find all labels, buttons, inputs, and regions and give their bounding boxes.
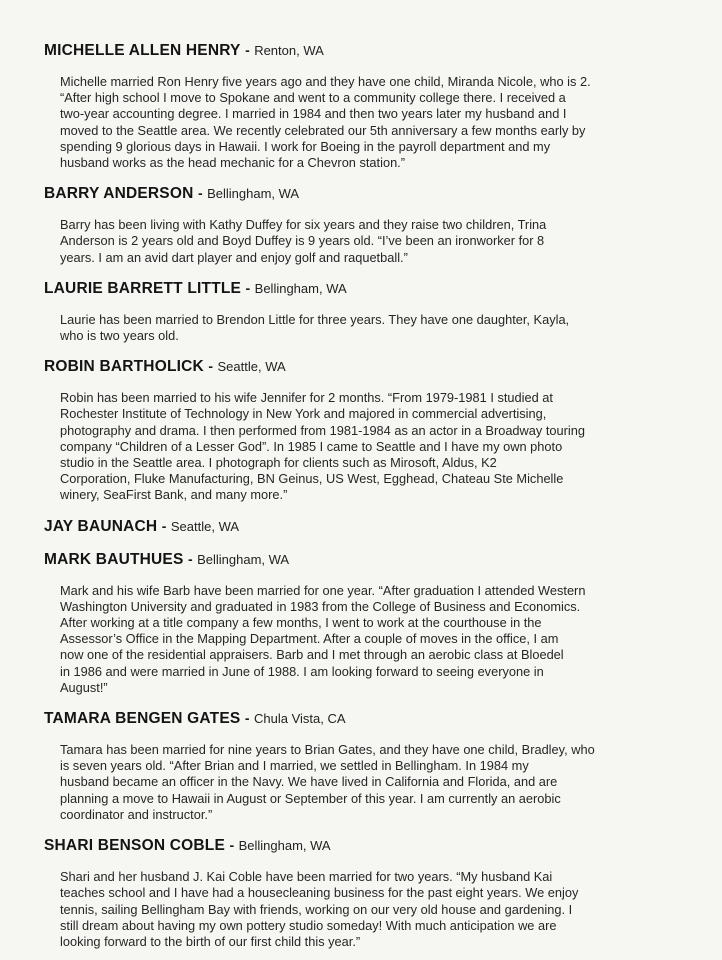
entry-location: Bellingham, WA <box>254 280 347 296</box>
entry-location: Renton, WA <box>254 43 324 58</box>
entry-tamara-bengen-gates <box>44 708 682 823</box>
entry-separator: - <box>245 42 250 58</box>
entry-header <box>44 278 682 299</box>
entry-barry-anderson <box>44 183 682 266</box>
entry-location: Bellingham, WA <box>197 551 290 567</box>
entry-name: BARRY ANDERSON <box>44 185 194 203</box>
entry-bio: Michelle married Ron Henry five years ago and they have one child, Miranda Nicole, who is 2. “After high school I move to Spokane and went to a community college there. I received a two-year accounting degree. I married in 1984 and then two years later my husband and I moved to the Seattle area. We recently celebrated our 5th anniversary a few months early by spending 9 glorious days in Hawaii. I work for Boeing in the payroll department and my husband works as the head mechanic for a Chevron station.” <box>60 74 591 171</box>
entry-location: Bellingham, WA <box>238 838 331 854</box>
entry-separator: - <box>245 279 251 296</box>
entry-header <box>44 835 682 856</box>
entry-name: SHARI BENSON COBLE <box>44 837 226 855</box>
entry-bio: Shari and her husband J. Kai Coble have been married for two years. “My husband Kai teaches school and I have had a housecleaning business for the past eight years. We enjoy tennis, sailing Bellingham Bay with friends, working on our very old house and gardening. I still dream about having my own pottery studio someday! With much anticipation we are looking forward to the birth of our first child this year.” <box>60 869 579 949</box>
entry-shari-benson-coble <box>44 835 682 950</box>
entry-mark-bauthues <box>44 549 682 696</box>
entry-location: Seattle, WA <box>170 518 240 534</box>
entry-separator: - <box>229 837 235 854</box>
entry-separator: - <box>208 358 214 375</box>
entry-header <box>44 516 682 537</box>
entry-location: Chula Vista, CA <box>253 711 346 727</box>
entry-name: TAMARA BENGEN GATES <box>44 710 241 728</box>
entry-bio: Tamara has been married for nine years to Brian Gates, and they have one child, Bradley, who is seven years old. “After Brian and I married, we settled in Bellingham. In 1984 my husband became an officer in the Navy. We have lived in California and Florida, and are planning a move to Hawaii in August or September of this year. I am currently an aerobic coordinator and instructor.” <box>60 742 595 822</box>
entry-jay-baunach <box>44 516 682 537</box>
entry-name: ROBIN BARTHOLICK <box>44 358 204 376</box>
entry-separator: - <box>187 550 193 567</box>
entry-name: JAY BAUNACH <box>44 517 158 535</box>
entry-header <box>44 40 682 61</box>
entry-location: Bellingham, WA <box>207 186 300 202</box>
entry-laurie-barrett-little <box>44 278 682 344</box>
entry-bio: Barry has been living with Kathy Duffey for six years and they raise two children, Trina Anderson is 2 years old and Boyd Duffey is 9 years old. “I’ve been an ironworker for 8 years. I am an avid dart player and enjoy golf and raquetball.” <box>60 217 547 265</box>
entry-header <box>44 708 682 729</box>
entry-robin-bartholick <box>44 356 682 503</box>
entry-header <box>44 356 682 377</box>
entry-michelle-allen-henry <box>44 40 682 171</box>
entry-location: Seattle, WA <box>217 359 286 375</box>
entry-name: LAURIE BARRETT LITTLE <box>44 279 242 297</box>
entry-header <box>44 183 682 204</box>
entry-bio: Robin has been married to his wife Jennifer for 2 months. “From 1979-1981 I studied at Rochester Institute of Technology in New York and majored in commercial advertising, photography and drama. I then performed from 1981-1984 as an actor in a Broadway touring company “Children of a Lesser God”. In 1985 I came to Seattle and I have my own photo studio in the Seattle area. I photograph for clients such as Mirosoft, Aldus, K2 Corporation, Fluke Manufacturing, BN Geinus, US West, Egghead, Chateau Ste Michelle winery, SeaFirst Bank, and many more.” <box>60 390 585 503</box>
entry-separator: - <box>244 710 250 727</box>
entry-name: MARK BAUTHUES <box>44 550 184 568</box>
entry-bio: Mark and his wife Barb have been married for one year. “After graduation I attended Western Washington University and graduated in 1983 from the College of Business and Economics. After working at a title company a few months, I went to work at the courthouse in the Assessor’s Office in the Mapping Department. After a couple of moves in the office, I am now one of the residential appraisers. Barb and I met through an aerobic class at Bloedel in 1986 and were married in June of 1988. I am looking forward to seeing everyone in August!” <box>60 582 586 695</box>
entry-bio: Laurie has been married to Brendon Little for three years. They have one daughter, Kayla, who is two years old. <box>60 311 570 344</box>
entry-separator: - <box>197 185 203 202</box>
entry-name: MICHELLE ALLEN HENRY <box>44 42 241 59</box>
entry-header <box>44 549 682 570</box>
entry-separator: - <box>161 517 167 534</box>
